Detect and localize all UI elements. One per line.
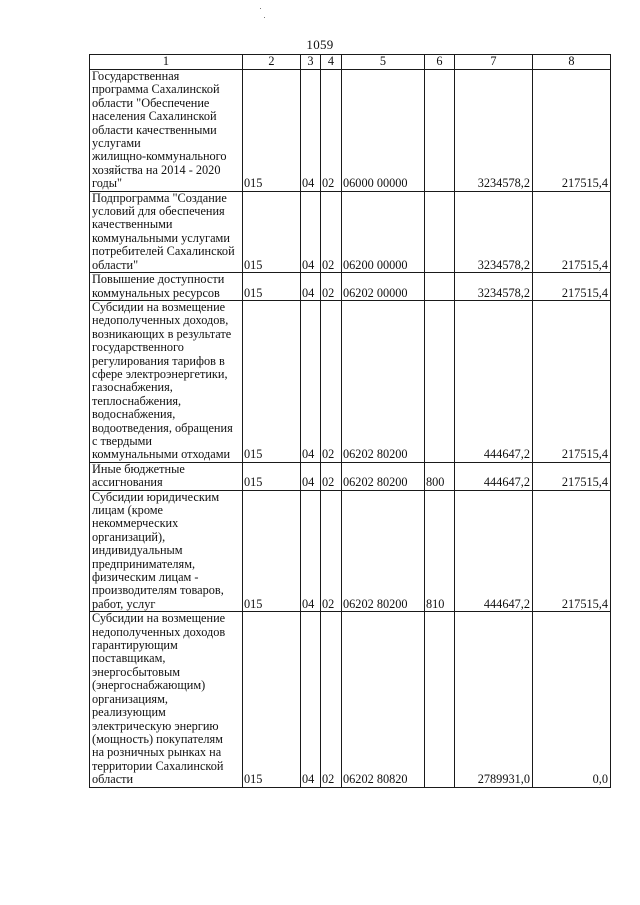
- column-header: 8: [533, 55, 611, 70]
- row-name-cell: Повышение доступности коммунальных ресурсов: [90, 273, 243, 301]
- row-name-cell: Субсидии юридическим лицам (кроме некоммерческих организаций), индивидуальным предпринимателям, физическим лицам - производителям товаров, работ, услуг: [90, 490, 243, 612]
- amount-cell: 444647,2: [455, 490, 533, 612]
- table-row: [90, 300, 611, 462]
- header-row: [90, 55, 611, 70]
- amount-cell: 217515,4: [533, 70, 611, 192]
- admin-code-cell: 015: [243, 300, 301, 462]
- admin-code-cell: 015: [243, 612, 301, 787]
- subsection-cell: 02: [321, 612, 342, 787]
- row-name-cell: Подпрограмма "Создание условий для обеспечения качественными коммунальными услугами потребителей Сахалинской области": [90, 191, 243, 272]
- column-header: 3: [301, 55, 321, 70]
- row-name-cell: Государственная программа Сахалинской области "Обеспечение населения Сахалинской области качественными услугами жилищно-коммунального хозяйства на 2014 - 2020 годы": [90, 70, 243, 192]
- target-article-cell: 06000 00000: [342, 70, 425, 192]
- admin-code-cell: 015: [243, 191, 301, 272]
- row-name-cell: Иные бюджетные ассигнования: [90, 462, 243, 490]
- admin-code-cell: 015: [243, 273, 301, 301]
- amount-cell: 3234578,2: [455, 70, 533, 192]
- target-article-cell: 06202 80200: [342, 300, 425, 462]
- target-article-cell: 06202 80820: [342, 612, 425, 787]
- subsection-cell: 02: [321, 191, 342, 272]
- budget-table: [89, 54, 611, 788]
- subsection-cell: 02: [321, 490, 342, 612]
- target-article-cell: 06200 00000: [342, 191, 425, 272]
- section-cell: 04: [301, 273, 321, 301]
- amount-cell: 0,0: [533, 612, 611, 787]
- target-article-cell: 06202 80200: [342, 490, 425, 612]
- column-header: 2: [243, 55, 301, 70]
- amount-cell: 217515,4: [533, 462, 611, 490]
- target-article-cell: 06202 00000: [342, 273, 425, 301]
- admin-code-cell: 015: [243, 490, 301, 612]
- amount-cell: 444647,2: [455, 462, 533, 490]
- expense-type-cell: [425, 612, 455, 787]
- section-cell: 04: [301, 300, 321, 462]
- target-article-cell: 06202 80200: [342, 462, 425, 490]
- column-header: 1: [90, 55, 243, 70]
- table-row: [90, 612, 611, 787]
- amount-cell: 217515,4: [533, 490, 611, 612]
- section-cell: 04: [301, 462, 321, 490]
- expense-type-cell: 810: [425, 490, 455, 612]
- subsection-cell: 02: [321, 300, 342, 462]
- section-cell: 04: [301, 191, 321, 272]
- column-header: 6: [425, 55, 455, 70]
- section-cell: 04: [301, 612, 321, 787]
- table-row: [90, 273, 611, 301]
- table-row: [90, 490, 611, 612]
- subsection-cell: 02: [321, 462, 342, 490]
- row-name-cell: Субсидии на возмещение недополученных доходов, возникающих в результате государственного регулирования тарифов в сфере электроэнергетики, газоснабжения, теплоснабжения, водоснабжения, водоотведения, обращения с твердыми коммунальными отходами: [90, 300, 243, 462]
- section-cell: 04: [301, 490, 321, 612]
- subsection-cell: 02: [321, 273, 342, 301]
- table-row: [90, 462, 611, 490]
- table-row: [90, 70, 611, 192]
- row-name-cell: Субсидии на возмещение недополученных доходов гарантирующим поставщикам, энергосбытовым (энергоснабжающим) организациям, реализующим электрическую энергию (мощность) покупателям на розничных рынках на территории Сахалинской области: [90, 612, 243, 787]
- admin-code-cell: 015: [243, 462, 301, 490]
- admin-code-cell: 015: [243, 70, 301, 192]
- amount-cell: 444647,2: [455, 300, 533, 462]
- expense-type-cell: [425, 273, 455, 301]
- amount-cell: 2789931,0: [455, 612, 533, 787]
- amount-cell: 3234578,2: [455, 273, 533, 301]
- column-header: 5: [342, 55, 425, 70]
- expense-type-cell: [425, 300, 455, 462]
- column-header: 7: [455, 55, 533, 70]
- amount-cell: 3234578,2: [455, 191, 533, 272]
- column-header: 4: [321, 55, 342, 70]
- amount-cell: 217515,4: [533, 273, 611, 301]
- expense-type-cell: [425, 70, 455, 192]
- subsection-cell: 02: [321, 70, 342, 192]
- expense-type-cell: [425, 191, 455, 272]
- amount-cell: 217515,4: [533, 300, 611, 462]
- page-number: 1059: [306, 37, 334, 52]
- scan-speck: [260, 8, 261, 9]
- amount-cell: 217515,4: [533, 191, 611, 272]
- table-row: [90, 191, 611, 272]
- section-cell: 04: [301, 70, 321, 192]
- expense-type-cell: 800: [425, 462, 455, 490]
- scan-speck: [264, 17, 265, 18]
